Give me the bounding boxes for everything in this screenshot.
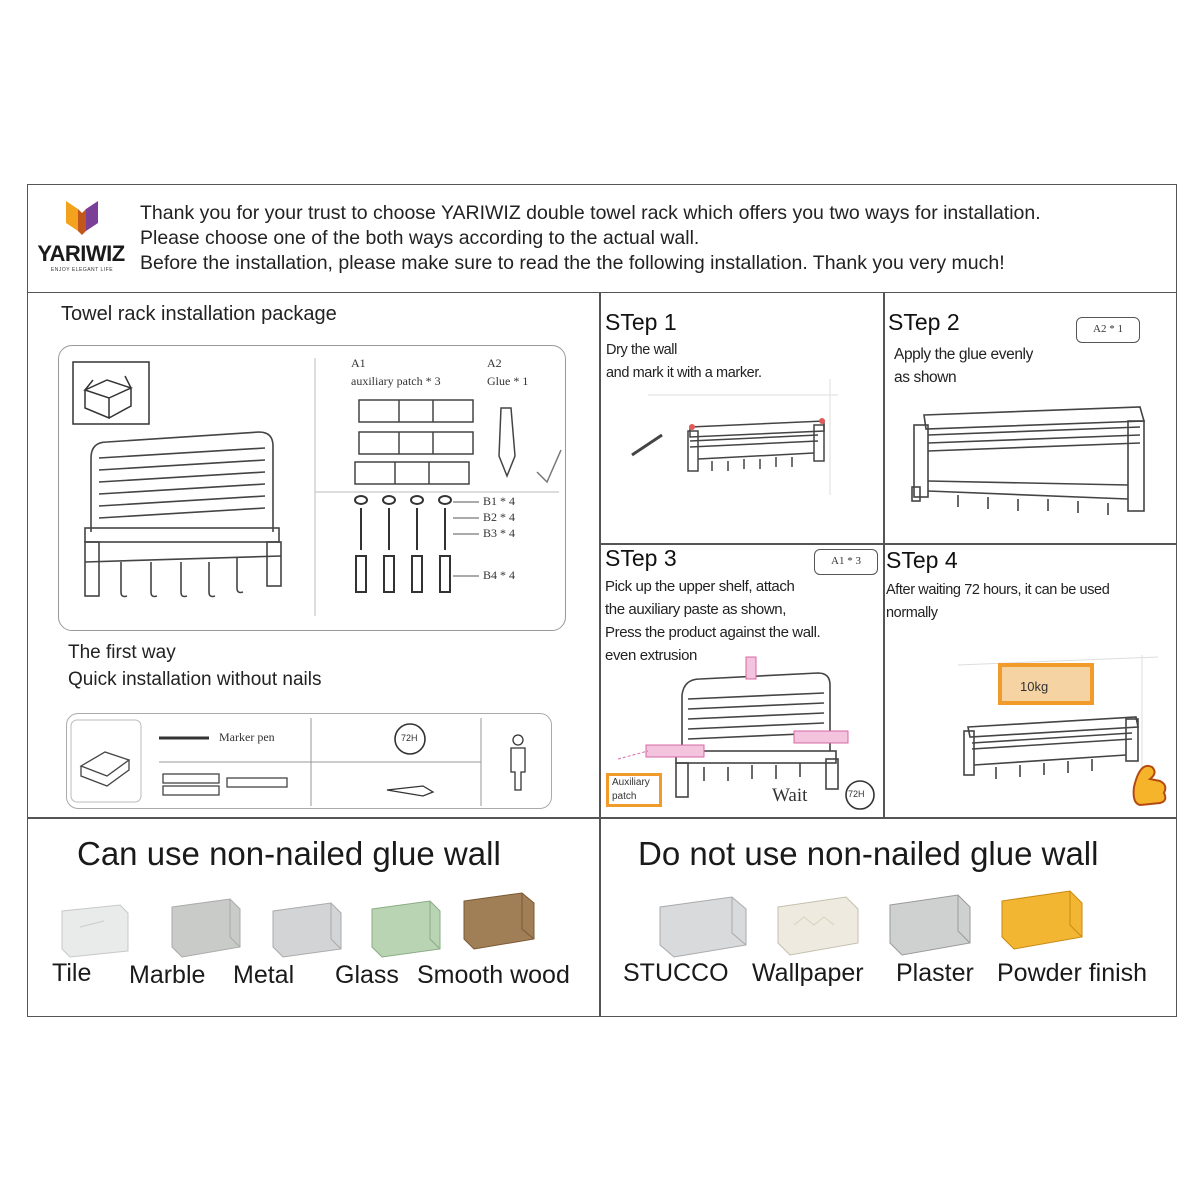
screw-label: B2 * 4	[483, 510, 516, 524]
intro-text	[140, 201, 1180, 276]
a2-code: A2	[487, 356, 502, 370]
step-line: and mark it with a marker.	[606, 365, 762, 381]
logo-icon	[28, 195, 136, 245]
wait-timer-label: 72H	[848, 789, 865, 799]
header	[28, 185, 1176, 293]
material-swatch	[774, 895, 860, 957]
step-line: Press the product against the wall.	[605, 624, 821, 641]
aux-label: patch	[612, 791, 637, 802]
marker-pen-label: Marker pen	[219, 730, 275, 744]
material-label: Tile	[52, 959, 92, 987]
step1-illustration	[618, 375, 848, 525]
weight-label: 10kg	[1020, 679, 1049, 694]
a1-code: A1	[351, 356, 366, 370]
material-label: Wallpaper	[752, 959, 864, 987]
material-swatch	[656, 895, 748, 959]
wait-label: Wait	[772, 785, 808, 806]
material-swatch	[460, 891, 536, 951]
step-line: normally	[886, 605, 938, 621]
step-line: Pick up the upper shelf, attach	[605, 578, 795, 595]
step4-title: STep 4	[886, 547, 958, 573]
brand-tagline: ENJOY ELEGANT LIFE	[50, 267, 114, 273]
step3-tag: A1 * 3	[814, 549, 878, 575]
screw-label: B4 * 4	[483, 568, 516, 582]
step3-text	[605, 575, 820, 667]
step2-illustration	[894, 395, 1174, 525]
package-title: Towel rack installation package	[61, 303, 337, 325]
material-label: Plaster	[896, 959, 974, 987]
step2-tag: A2 * 1	[1076, 317, 1140, 343]
material-label: Smooth wood	[417, 961, 570, 989]
material-label: Glass	[335, 961, 399, 989]
intro-line: Thank you for your trust to choose YARIWIZ double towel rack which offers you two ways for installation.	[140, 202, 1041, 224]
tools-illustration	[67, 714, 551, 808]
a2-label: Glue * 1	[487, 374, 529, 388]
divider	[28, 817, 1177, 819]
material-swatch	[269, 901, 343, 959]
divider	[599, 543, 1177, 545]
screw-label: B3 * 4	[483, 526, 516, 540]
divider	[883, 293, 885, 817]
step3-title: STep 3	[605, 545, 677, 571]
step1-title: STep 1	[605, 309, 677, 335]
divider	[599, 293, 601, 1016]
aux-label: Auxiliary	[612, 777, 650, 788]
step-line: Apply the glue evenly	[894, 346, 1033, 363]
do-not-use-title: Do not use non-nailed glue wall	[638, 835, 1099, 872]
brand-logo	[28, 195, 136, 285]
material-label: Metal	[233, 961, 295, 989]
step-line: Dry the wall	[606, 342, 677, 358]
step4-text	[886, 579, 1109, 625]
tools-panel	[66, 713, 552, 809]
step-line: After waiting 72 hours, it can be used	[886, 582, 1110, 598]
step-line: as shown	[894, 369, 957, 386]
material-swatch	[60, 903, 130, 959]
instruction-sheet	[27, 184, 1177, 1017]
first-way-heading	[68, 639, 321, 693]
material-swatch	[998, 889, 1084, 951]
timer-label: 72H	[401, 733, 418, 743]
a1-label: auxiliary patch * 3	[351, 374, 441, 388]
first-way-subtitle: Quick installation without nails	[68, 669, 322, 690]
material-label: Marble	[129, 961, 206, 989]
material-label: STUCCO	[623, 959, 729, 987]
screw-label: B1 * 4	[483, 494, 516, 508]
step2-text	[894, 343, 1033, 389]
brand-name: YARIWIZ	[37, 241, 125, 266]
material-swatch	[886, 893, 972, 957]
step-line: the auxiliary paste as shown,	[605, 601, 787, 618]
step-line: even extrusion	[605, 647, 697, 664]
material-swatch	[368, 899, 442, 959]
material-swatch	[168, 897, 242, 959]
intro-line: Before the installation, please make sure to read the the following installation. Thank you very much!	[140, 252, 1005, 274]
step2-title: STep 2	[888, 309, 960, 335]
intro-line: Please choose one of the both ways according to the actual wall.	[140, 227, 700, 249]
can-use-title: Can use non-nailed glue wall	[77, 835, 501, 872]
material-label: Powder finish	[997, 959, 1148, 987]
first-way-title: The first way	[68, 642, 176, 663]
auxiliary-patch-callout	[606, 773, 662, 807]
package-contents	[58, 345, 566, 631]
